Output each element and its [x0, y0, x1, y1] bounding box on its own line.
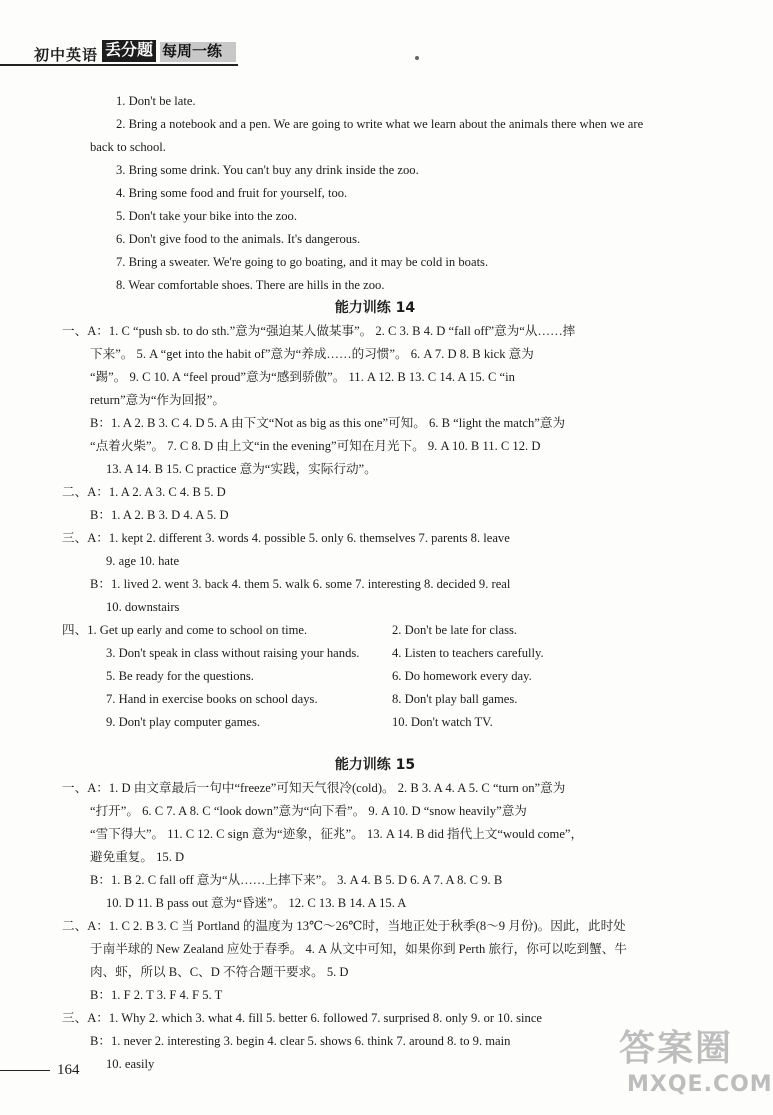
answer-line: 10. D 11. B pass out 意为“昏迷”。 12. C 13. B 14. A 15. A	[106, 896, 407, 910]
answer-line: 四、1. Get up early and come to school on time.	[62, 623, 308, 637]
answer-line: 1. Don't be late.	[116, 94, 196, 108]
answer-line: 13. A 14. B 15. C practice 意为“实践，实际行动”。	[106, 462, 377, 476]
answer-line: 7. Hand in exercise books on school days.	[106, 692, 318, 706]
answer-line: “踢”。 9. C 10. A “feel proud”意为“感到骄傲”。 11. A 12. B 13. C 14. A 15. C “in	[90, 370, 515, 384]
answer-line: 10. downstairs	[106, 600, 180, 614]
answer-line: 下来”。 5. A “get into the habit of”意为“养成……的习惯”。 6. A 7. D 8. B kick 意为	[90, 347, 534, 361]
answer-line: 8. Wear comfortable shoes. There are hills in the zoo.	[116, 278, 385, 292]
watermark-bottom-text: MXQE.COM	[627, 1072, 773, 1097]
answer-line: 4. Bring some food and fruit for yourself, too.	[116, 186, 348, 200]
answer-line: B：1. never 2. interesting 3. begin 4. clear 5. shows 6. think 7. around 8. to 9. main	[90, 1034, 511, 1048]
footer-rule	[0, 1070, 50, 1071]
answer-line: 2. Don't be late for class.	[392, 623, 518, 637]
answer-line: 3. Don't speak in class without raising your hands.	[106, 646, 360, 660]
page-number: 164	[57, 1062, 80, 1078]
answer-line: B：1. lived 2. went 3. back 4. them 5. walk 6. some 7. interesting 8. decided 9. real	[90, 577, 511, 591]
answer-line: B：1. A 2. B 3. D 4. A 5. D	[90, 508, 229, 522]
answer-line: 9. Don't play computer games.	[106, 715, 261, 729]
answer-line: 6. Don't give food to the animals. It's dangerous.	[116, 232, 361, 246]
answer-line: 避免重复。 15. D	[90, 850, 185, 864]
answer-line: “打开”。 6. C 7. A 8. C “look down”意为“向下看”。 9. A 10. D “snow heavily”意为	[90, 804, 527, 818]
header-rule	[0, 64, 238, 66]
answer-line: B：1. A 2. B 3. C 4. D 5. A 由下文“Not as big as this one”可知。 6. B “light the match”意为	[90, 416, 566, 430]
book-badge: 丢分题	[102, 40, 156, 62]
section-heading: 能力训练 15	[334, 757, 416, 773]
answer-line: 肉、虾，所以 B、C、D 不符合题干要求。 5. D	[90, 965, 349, 979]
answer-line: 6. Do homework every day.	[392, 669, 532, 683]
answer-line: 5. Be ready for the questions.	[106, 669, 254, 683]
book-title: 初中英语	[34, 48, 99, 64]
answer-line: 10. Don't watch TV.	[392, 715, 493, 729]
answer-line: back to school.	[90, 140, 166, 154]
answer-line: 一、A：1. C “push sb. to do sth.”意为“强迫某人做某事”。 2. C 3. B 4. D “fall off”意为“从……摔	[62, 324, 576, 338]
answer-line: 8. Don't play ball games.	[392, 692, 518, 706]
answer-line: “雪下得大”。 11. C 12. C sign 意为“迹象，征兆”。 13. A 14. B did 指代上文“would come”，	[90, 827, 584, 841]
answer-line: 9. age 10. hate	[106, 554, 180, 568]
answer-line: 一、A：1. D 由文章最后一句中“freeze”可知天气很冷(cold)。 2. B 3. A 4. A 5. C “turn on”意为	[62, 781, 566, 795]
answer-line: 三、A：1. Why 2. which 3. what 4. fill 5. better 6. followed 7. surprised 8. only 9. or 10. since	[62, 1011, 543, 1025]
answer-line: 三、A：1. kept 2. different 3. words 4. possible 5. only 6. themselves 7. parents 8. leave	[62, 531, 510, 545]
watermark-top-text: 答案圈	[619, 1028, 734, 1069]
answer-line: B：1. F 2. T 3. F 4. F 5. T	[90, 988, 223, 1002]
answer-line: 5. Don't take your bike into the zoo.	[116, 209, 297, 223]
section-heading: 能力训练 14	[334, 300, 416, 316]
answer-line: “点着火柴”。 7. C 8. D 由上文“in the evening”可知在月光下。 9. A 10. B 11. C 12. D	[90, 439, 541, 453]
answer-line: 二、A：1. C 2. B 3. C 当 Portland 的温度为 13℃～26℃时，当地正处于秋季(8～9 月份)。因此，此时处	[62, 919, 626, 933]
answer-line: 4. Listen to teachers carefully.	[392, 646, 544, 660]
answer-line: 2. Bring a notebook and a pen. We are going to write what we learn about the animals there when we are	[116, 117, 644, 131]
book-subtitle: 每周一练	[160, 42, 236, 62]
answer-line: 于南半球的 New Zealand 应处于春季。 4. A 从文中可知，如果你到 Perth 旅行，你可以吃到蟹、牛	[90, 942, 627, 956]
answer-line: 10. easily	[106, 1057, 155, 1071]
answer-line: 3. Bring some drink. You can't buy any drink inside the zoo.	[116, 163, 419, 177]
scan-dot	[415, 56, 419, 60]
answer-line: return”意为“作为回报”。	[90, 393, 225, 407]
answer-line: 7. Bring a sweater. We're going to go boating, and it may be cold in boats.	[116, 255, 489, 269]
watermark-logo	[615, 1020, 773, 1108]
answer-line: 二、A：1. A 2. A 3. C 4. B 5. D	[62, 485, 226, 499]
page-header	[0, 0, 750, 80]
answer-line: B：1. B 2. C fall off 意为“从……上摔下来”。 3. A 4. B 5. D 6. A 7. A 8. C 9. B	[90, 873, 503, 887]
